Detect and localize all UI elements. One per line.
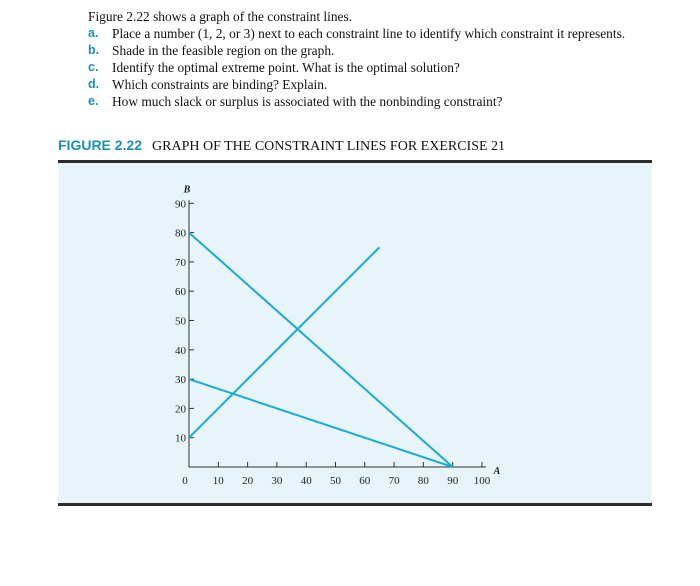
y-tick-label: 60: [175, 286, 186, 299]
x-tick-label: 40: [300, 475, 312, 487]
item-text-e: How much slack or surplus is associated with the nonbinding constraint?: [112, 94, 503, 109]
x-tick-label: 50: [330, 475, 341, 487]
item-letter-e: e.: [88, 94, 99, 108]
y-tick-label: 80: [175, 227, 186, 240]
x-tick-label: 30: [271, 475, 283, 487]
exercise-item-c: [88, 59, 648, 76]
item-letter-c: c.: [88, 60, 99, 74]
x-tick-label: 0: [182, 475, 188, 487]
figure-title: GRAPH OF THE CONSTRAINT LINES FOR EXERCISE 21: [152, 139, 506, 154]
item-text-b: Shade in the feasible region on the graph.: [112, 43, 335, 58]
x-tick-label: 70: [388, 475, 400, 487]
constraint-line-2: [189, 247, 379, 437]
y-tick-label: 70: [175, 256, 186, 269]
figure-caption: [58, 137, 505, 155]
exercise-item-b: [88, 42, 648, 59]
exercise-item-d: [88, 76, 648, 93]
y-tick-label: 10: [175, 432, 186, 445]
exercise-list: [88, 25, 648, 110]
exercise-item-e: [88, 93, 648, 110]
x-axis-label: A: [493, 466, 501, 477]
exercise-text: [88, 8, 648, 110]
x-tick-label: 60: [359, 475, 371, 487]
y-tick-label: 90: [175, 198, 186, 211]
y-tick-label: 50: [175, 315, 186, 328]
x-tick-label: 100: [473, 475, 491, 487]
figure-panel: [58, 163, 652, 503]
y-tick-label: 30: [175, 374, 186, 387]
x-tick-label: 20: [242, 475, 254, 487]
figure-label: FIGURE 2.22: [58, 137, 143, 153]
y-tick-label: 40: [175, 344, 186, 357]
item-text-c: Identify the optimal extreme point. What is the optimal solution?: [112, 60, 460, 75]
item-letter-a: a.: [88, 26, 99, 40]
x-tick-label: 10: [212, 475, 224, 487]
exercise-lead: Figure 2.22 shows a graph of the constraint lines.: [88, 9, 353, 24]
caption-rule-bottom: [58, 503, 652, 506]
constraint-line-3: [189, 379, 453, 467]
exercise-item-a: [88, 25, 648, 42]
item-text-a: Place a number (1, 2, or 3) next to each constraint line to identify which constraint it represents.: [112, 26, 626, 41]
y-tick-label: 20: [175, 403, 186, 416]
constraint-line-1: [189, 233, 453, 467]
item-letter-d: d.: [88, 77, 100, 91]
constraint-chart: [58, 163, 652, 503]
x-tick-label: 80: [417, 475, 429, 487]
item-text-d: Which constraints are binding? Explain.: [112, 77, 328, 92]
y-axis-label: B: [183, 184, 191, 196]
x-tick-label: 90: [447, 475, 459, 487]
item-letter-b: b.: [88, 43, 100, 57]
